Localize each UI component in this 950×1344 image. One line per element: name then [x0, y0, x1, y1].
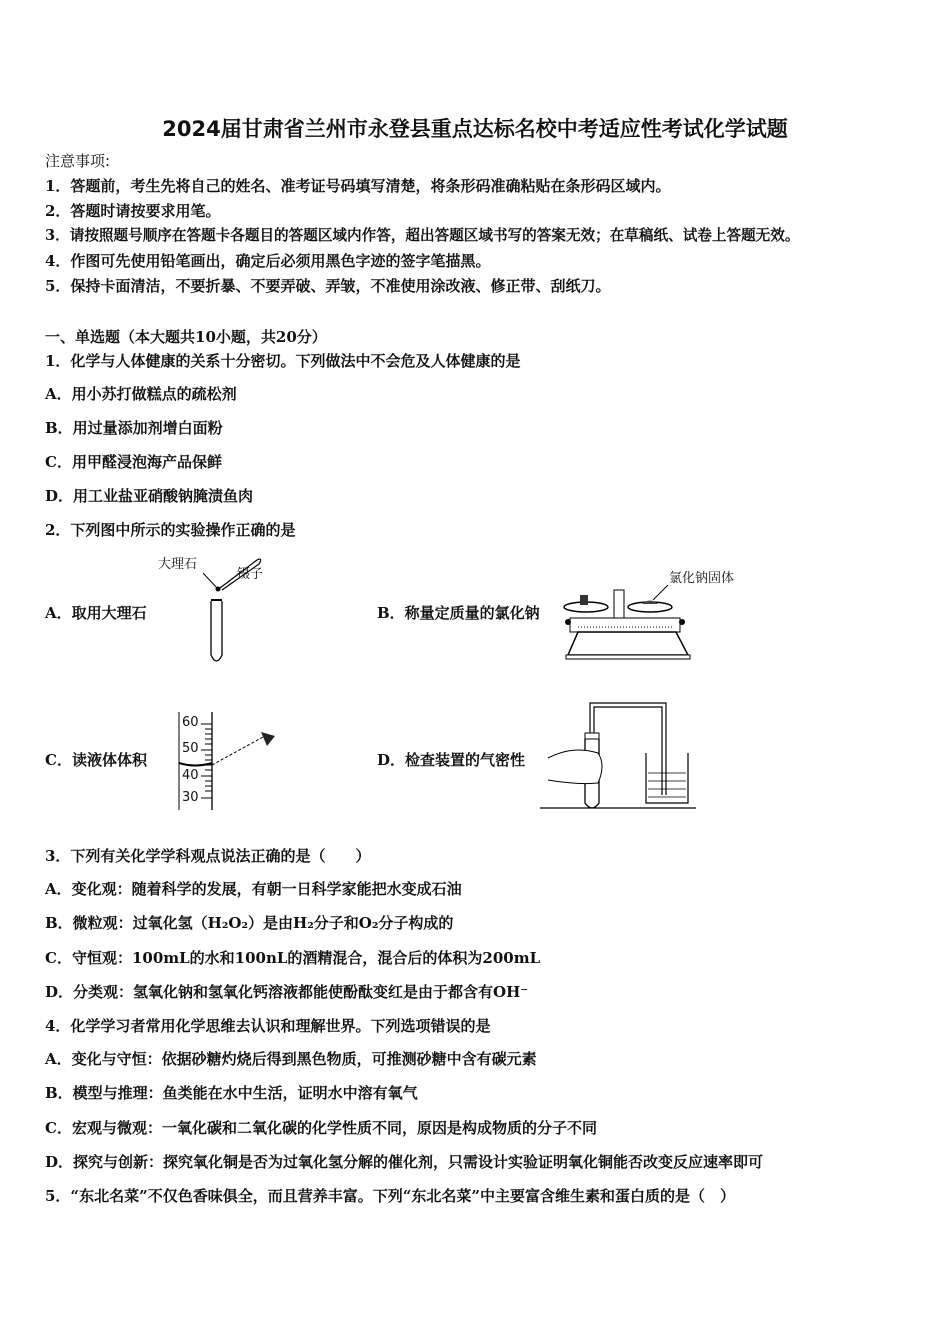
notice-item: 1．答题前，考生先将自己的姓名、准考证号码填写清楚，将条形码准确粘贴在条形码区域内。 — [45, 177, 671, 195]
section-heading: 一、单选题（本大题共10小题，共20分） — [45, 328, 327, 346]
notice-item: 5．保持卡面清洁，不要折暴、不要弄破、弄皱，不准使用涂改液、修正带、刮纸刀。 — [45, 277, 611, 295]
tick-label: 30 — [182, 790, 199, 805]
question-stem: 3．下列有关化学学科观点说法正确的是（ ） — [45, 847, 371, 865]
airtightness-figure — [538, 695, 703, 815]
question-stem: 1．化学与人体健康的关系十分密切。下列做法中不会危及人体健康的是 — [45, 352, 521, 370]
option: C．守恒观：100mL的水和100nL的酒精混合，混合后的体积为200mL — [45, 949, 541, 967]
option: C．用甲醛浸泡海产品保鲜 — [45, 453, 222, 471]
tick-label: 40 — [182, 768, 199, 783]
question-stem: 2．下列图中所示的实验操作正确的是 — [45, 521, 296, 539]
notice-item: 4．作图可先使用铅笔画出，确定后必须用黑色字迹的签字笔描黑。 — [45, 252, 491, 270]
option: D．用工业盐亚硝酸钠腌渍鱼肉 — [45, 487, 254, 505]
figure-label-nacl: 氯化钠固体 — [669, 571, 735, 586]
option: C．宏观与微观：一氧化碳和二氧化碳的化学性质不同，原因是构成物质的分子不同 — [45, 1119, 597, 1137]
graduated-cylinder-figure — [175, 710, 285, 815]
figure-label-marble: 大理石 — [158, 557, 198, 572]
figure-label-tweezers: 镊子 — [237, 567, 264, 582]
balance-figure — [558, 585, 698, 665]
notice-item: 3．请按照题号顺序在答题卡各题目的答题区域内作答，超出答题区域书写的答案无效；在草稿纸、试卷上答题无效。 — [45, 227, 800, 244]
option: A．用小苏打做糕点的疏松剂 — [45, 385, 237, 403]
option: A．取用大理石 — [45, 604, 147, 622]
option: B．模型与推理：鱼类能在水中生活，证明水中溶有氧气 — [45, 1084, 418, 1102]
notice-item: 2．答题时请按要求用笔。 — [45, 202, 221, 220]
option: D．分类观：氢氧化钠和氢氧化钙溶液都能使酚酞变红是由于都含有OH⁻ — [45, 983, 529, 1001]
question-stem: 5．“东北名菜”不仅色香味俱全，而且营养丰富。下列“东北名菜”中主要富含维生素和蛋白质的是（ ） — [45, 1187, 735, 1205]
page-title: 2024届甘肃省兰州市永登县重点达标名校中考适应性考试化学试题 — [162, 117, 788, 141]
notice-heading: 注意事项: — [45, 152, 111, 170]
option: A．变化观：随着科学的发展，有朝一日科学家能把水变成石油 — [45, 880, 462, 898]
option: D．检查装置的气密性 — [377, 751, 526, 769]
option: C．读液体体积 — [45, 751, 147, 769]
option: B．微粒观：过氧化氢（H₂O₂）是由H₂分子和O₂分子构成的 — [45, 914, 454, 932]
test-tube-figure — [195, 555, 275, 670]
option: A．变化与守恒：依据砂糖灼烧后得到黑色物质，可推测砂糖中含有碳元素 — [45, 1050, 537, 1068]
tick-label: 60 — [182, 715, 199, 730]
tick-label: 50 — [182, 741, 199, 756]
option: B．称量定质量的氯化钠 — [377, 604, 540, 622]
question-stem: 4．化学学习者常用化学思维去认识和理解世界。下列选项错误的是 — [45, 1017, 491, 1035]
option: D．探究与创新：探究氧化铜是否为过氧化氢分解的催化剂，只需设计实验证明氧化铜能否改变反应速率即可 — [45, 1153, 764, 1171]
option: B．用过量添加剂增白面粉 — [45, 419, 223, 437]
